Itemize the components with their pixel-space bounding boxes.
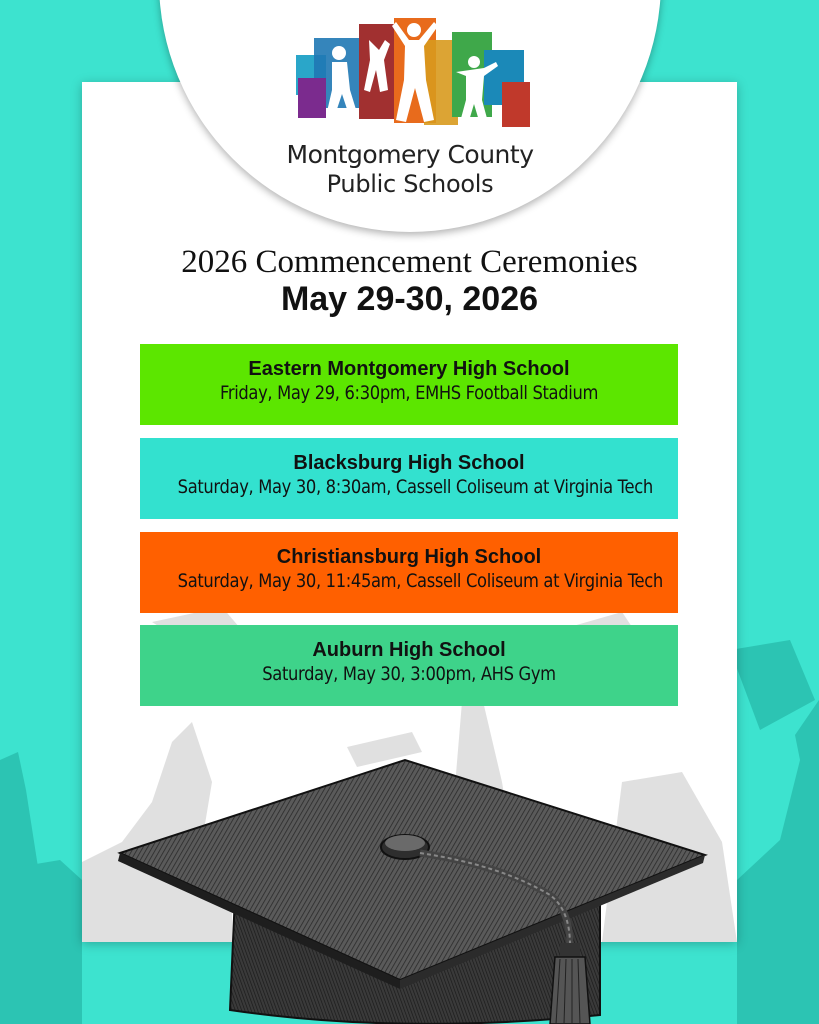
ceremony-details: Friday, May 29, 6:30pm, EMHS Football Stadium bbox=[219, 382, 599, 404]
ceremony-box-blacksburg bbox=[140, 438, 678, 519]
organization-name-line1: Montgomery County bbox=[286, 140, 534, 169]
ceremony-details: Saturday, May 30, 8:30am, Cassell Coliseum at Virginia Tech bbox=[177, 476, 653, 498]
ceremony-box-eastern-montgomery bbox=[140, 344, 678, 425]
ceremony-details: Saturday, May 30, 3:00pm, AHS Gym bbox=[262, 663, 556, 685]
event-title: 2026 Commencement Ceremonies bbox=[181, 244, 638, 280]
ceremony-box-christiansburg bbox=[140, 532, 678, 613]
ceremony-details: Saturday, May 30, 11:45am, Cassell Coliseum at Virginia Tech bbox=[177, 570, 663, 592]
school-name: Eastern Montgomery High School bbox=[248, 358, 570, 380]
school-logo bbox=[284, 10, 540, 135]
ceremony-box-auburn bbox=[140, 625, 678, 706]
school-name: Blacksburg High School bbox=[293, 452, 525, 474]
graduation-cap-illustration bbox=[100, 745, 720, 1024]
organization-name-line2: Public Schools bbox=[326, 170, 494, 198]
school-name: Auburn High School bbox=[312, 639, 506, 661]
school-name: Christiansburg High School bbox=[276, 546, 542, 568]
event-dates: May 29-30, 2026 bbox=[280, 280, 539, 318]
